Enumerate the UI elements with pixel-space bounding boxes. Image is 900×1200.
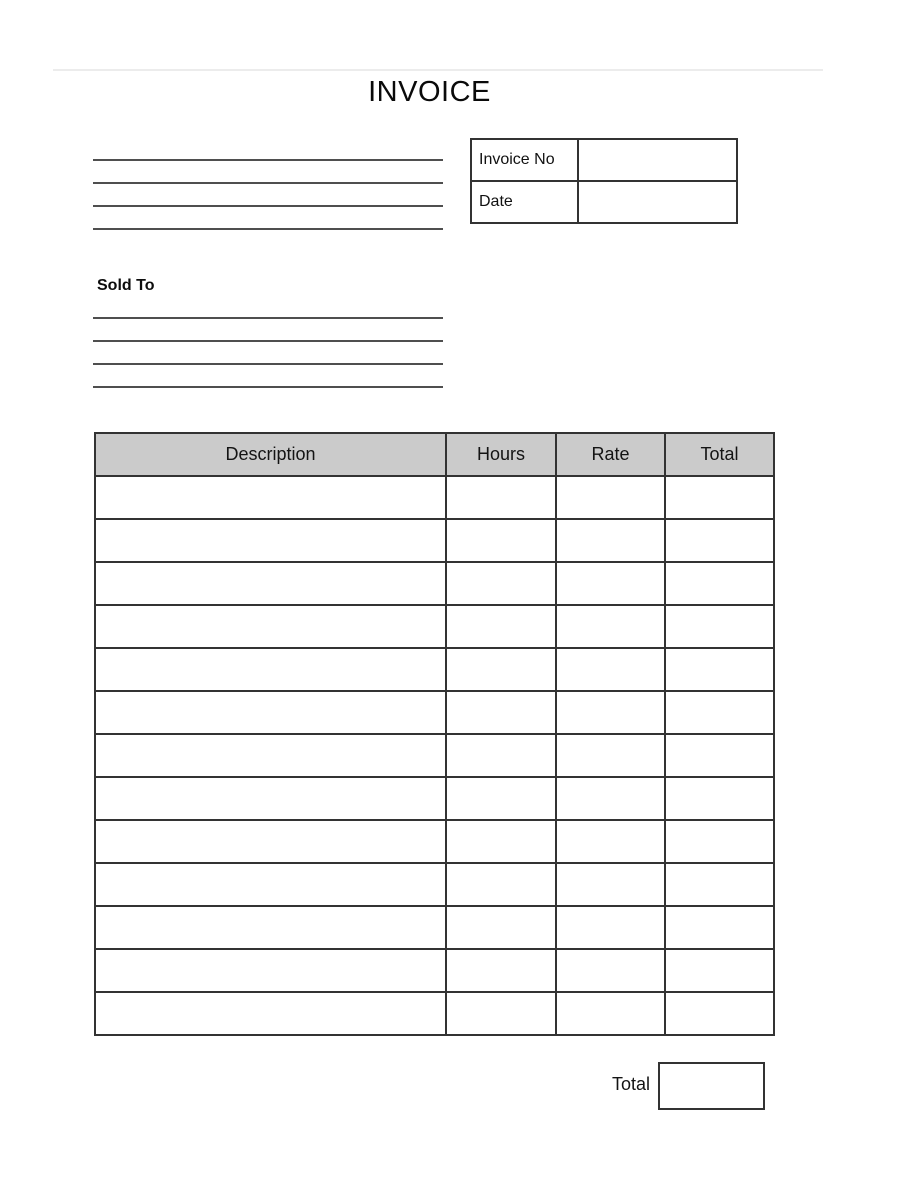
items-table-cell <box>95 992 446 1035</box>
items-table-cell <box>95 906 446 949</box>
items-table-cell <box>556 777 665 820</box>
items-table-cell <box>446 519 556 562</box>
items-table-cell <box>556 992 665 1035</box>
items-table-cell <box>556 906 665 949</box>
items-table-cell <box>665 992 774 1035</box>
items-table-cell <box>446 648 556 691</box>
items-table-row <box>95 992 774 1035</box>
items-table-cell <box>95 648 446 691</box>
top-divider-line <box>53 69 823 71</box>
date-row <box>471 181 737 223</box>
items-table-cell <box>95 863 446 906</box>
items-table-cell <box>95 519 446 562</box>
blank-fill-line <box>93 363 443 365</box>
items-table-cell <box>556 863 665 906</box>
items-table-cell <box>446 605 556 648</box>
items-table-cell <box>95 605 446 648</box>
items-table-cell <box>665 519 774 562</box>
sold-to-label: Sold To <box>97 277 155 294</box>
items-table-cell <box>665 734 774 777</box>
items-table-cell <box>95 734 446 777</box>
invoice-no-value-cell <box>578 139 737 181</box>
invoice-no-row <box>471 139 737 181</box>
items-table-row <box>95 562 774 605</box>
items-table-row <box>95 519 774 562</box>
items-table-cell <box>665 476 774 519</box>
items-table-row <box>95 605 774 648</box>
items-table-cell <box>446 476 556 519</box>
items-table-cell <box>446 562 556 605</box>
items-table-cell <box>446 734 556 777</box>
items-table-cell <box>665 605 774 648</box>
items-table-row <box>95 949 774 992</box>
items-table-cell <box>95 562 446 605</box>
items-table-cell <box>95 691 446 734</box>
items-table-cell <box>446 949 556 992</box>
items-table-cell <box>556 476 665 519</box>
blank-fill-line <box>93 340 443 342</box>
grand-total-label: Total <box>611 1074 650 1094</box>
items-table-cell <box>446 906 556 949</box>
items-table-cell <box>446 777 556 820</box>
items-table-cell <box>446 992 556 1035</box>
items-table-cell <box>556 648 665 691</box>
items-table-cell <box>665 691 774 734</box>
column-header-description: Description <box>95 433 446 476</box>
items-table-cell <box>556 949 665 992</box>
items-table-cell <box>665 648 774 691</box>
items-table-cell <box>665 562 774 605</box>
blank-fill-line <box>93 228 443 230</box>
blank-fill-line <box>93 182 443 184</box>
grand-total-value-box <box>658 1062 765 1110</box>
items-table-cell <box>665 777 774 820</box>
items-table-row <box>95 734 774 777</box>
column-header-rate: Rate <box>556 433 665 476</box>
items-table-cell <box>446 820 556 863</box>
items-table-cell <box>665 820 774 863</box>
items-table-row <box>95 476 774 519</box>
items-table-row <box>95 863 774 906</box>
items-table-cell <box>665 863 774 906</box>
items-table-row <box>95 820 774 863</box>
blank-fill-line <box>93 205 443 207</box>
items-table-cell <box>95 949 446 992</box>
items-table-cell <box>95 820 446 863</box>
invoice-meta-table <box>470 138 738 224</box>
invoice-no-label: Invoice No <box>471 139 578 181</box>
date-label: Date <box>471 181 578 223</box>
items-table-header-row <box>95 433 774 476</box>
sold-to-address-lines <box>93 317 443 409</box>
header-address-lines <box>93 159 443 251</box>
blank-fill-line <box>93 159 443 161</box>
items-table-cell <box>556 562 665 605</box>
items-table-cell <box>556 820 665 863</box>
items-table-cell <box>95 476 446 519</box>
items-table-cell <box>446 691 556 734</box>
blank-fill-line <box>93 317 443 319</box>
items-table-cell <box>446 863 556 906</box>
column-header-total: Total <box>665 433 774 476</box>
date-value-cell <box>578 181 737 223</box>
items-table-cell <box>556 691 665 734</box>
items-table-row <box>95 906 774 949</box>
column-header-hours: Hours <box>446 433 556 476</box>
items-table-row <box>95 691 774 734</box>
items-table-cell <box>556 605 665 648</box>
items-table <box>94 432 775 1036</box>
page-title: INVOICE <box>368 76 491 108</box>
items-table-cell <box>556 519 665 562</box>
items-table-cell <box>556 734 665 777</box>
blank-fill-line <box>93 386 443 388</box>
items-table-cell <box>665 906 774 949</box>
items-table-row <box>95 648 774 691</box>
items-table-cell <box>665 949 774 992</box>
items-table-row <box>95 777 774 820</box>
items-table-cell <box>95 777 446 820</box>
